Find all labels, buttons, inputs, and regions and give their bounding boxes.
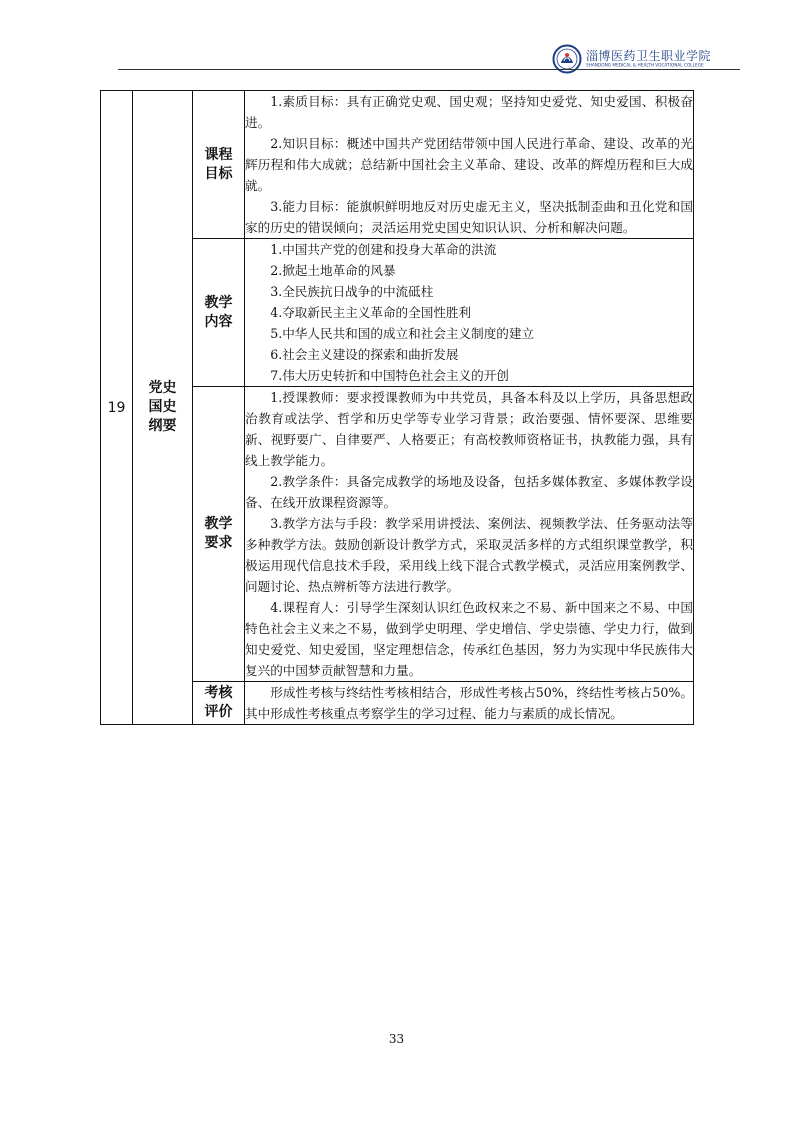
objective-paragraph: 3.能力目标：能旗帜鲜明地反对历史虚无主义，坚决抵制歪曲和丑化党和国家的历史的错误倾向；灵活运用党史国史知识认识、分析和解决问题。 [245,199,693,235]
content-label: 教学内容 [204,294,233,330]
header-rule [118,69,740,70]
objectives-content [245,91,694,239]
page-number: 33 [388,1032,405,1046]
course-number: 19 [101,91,133,725]
requirements-label-cell [193,387,245,682]
assessment-paragraph: 形成性考核与终结性考核相结合，形成性考核占50%，终结性考核占50%。其中形成性考核重点考察学生的学习过程、能力与素质的成长情况。 [245,685,693,721]
assessment-label-cell [193,682,245,725]
course-table [100,90,694,725]
objectives-label-cell [193,91,245,239]
objectives-label: 课程目标 [204,146,233,182]
content-item: 1.中国共产党的创建和投身大革命的洪流 [270,242,497,257]
content-item: 2.掀起土地革命的风暴 [270,263,396,278]
content-item: 7.伟大历史转折和中国特色社会主义的开创 [270,368,509,383]
requirements-label: 教学要求 [204,516,233,551]
assessment-content [245,682,694,725]
content-label-cell [193,239,245,387]
content-item: 3.全民族抗日战争的中流砥柱 [270,284,434,299]
course-name-cell [133,91,193,725]
school-name: 淄博医药卫生职业学院 [586,48,712,63]
objective-paragraph: 2.知识目标：概述中国共产党团结带领中国人民进行革命、建设、改革的光辉历程和伟大成就；总结新中国社会主义革命、建设、改革的辉煌历程和巨大成就。 [245,136,693,193]
course-name: 党史国史纲要 [148,380,177,434]
content-item: 4.夺取新民主主义革命的全国性胜利 [270,305,472,320]
requirements-content [245,387,694,682]
content-item: 5.中华人民共和国的成立和社会主义制度的建立 [270,326,535,341]
requirement-paragraph: 3.教学方法与手段：教学采用讲授法、案例法、视频教学法、任务驱动法等多种教学方法。鼓励创新设计教学方式，采取灵活多样的方式组织课堂教学，积极运用现代信息技术手段，采用线上线下混合式教学模式，灵活应用案例教学、问题讨论、热点辨析等方法进行教学。 [245,516,693,594]
requirement-paragraph: 1.授课教师：要求授课教师为中共党员，具备本科及以上学历，具备思想政治教育或法学、哲学和历史学等专业学习背景；政治要强、情怀要深、思维要新、视野要广、自律要严、人格要正；有高校教师资格证书，执教能力强，具有线上教学能力。 [245,390,693,468]
objective-paragraph: 1.素质目标：具有正确党史观、国史观；坚持知史爱党、知史爱国、积极奋进。 [245,94,693,130]
school-name-en: SHANDONG MEDICAL & HEALTH VOCATIONAL COLLEGE [586,62,704,68]
teaching-content [245,239,694,387]
content-item: 6.社会主义建设的探索和曲折发展 [270,347,459,362]
table-row [101,91,694,239]
requirement-paragraph: 2.教学条件：具备完成教学的场地及设备，包括多媒体教室、多媒体教学设备、在线开放课程资源等。 [245,474,693,510]
requirement-paragraph: 4.课程育人：引导学生深刻认识红色政权来之不易、新中国来之不易、中国特色社会主义来之不易，做到学史明理、学史增信、学史崇德、学史力行，做到知史爱党、知史爱国，坚定理想信念，传承红色基因，努力为实现中华民族伟大复兴的中国梦贡献智慧和力量。 [245,600,693,678]
assessment-label: 考核评价 [204,685,233,720]
